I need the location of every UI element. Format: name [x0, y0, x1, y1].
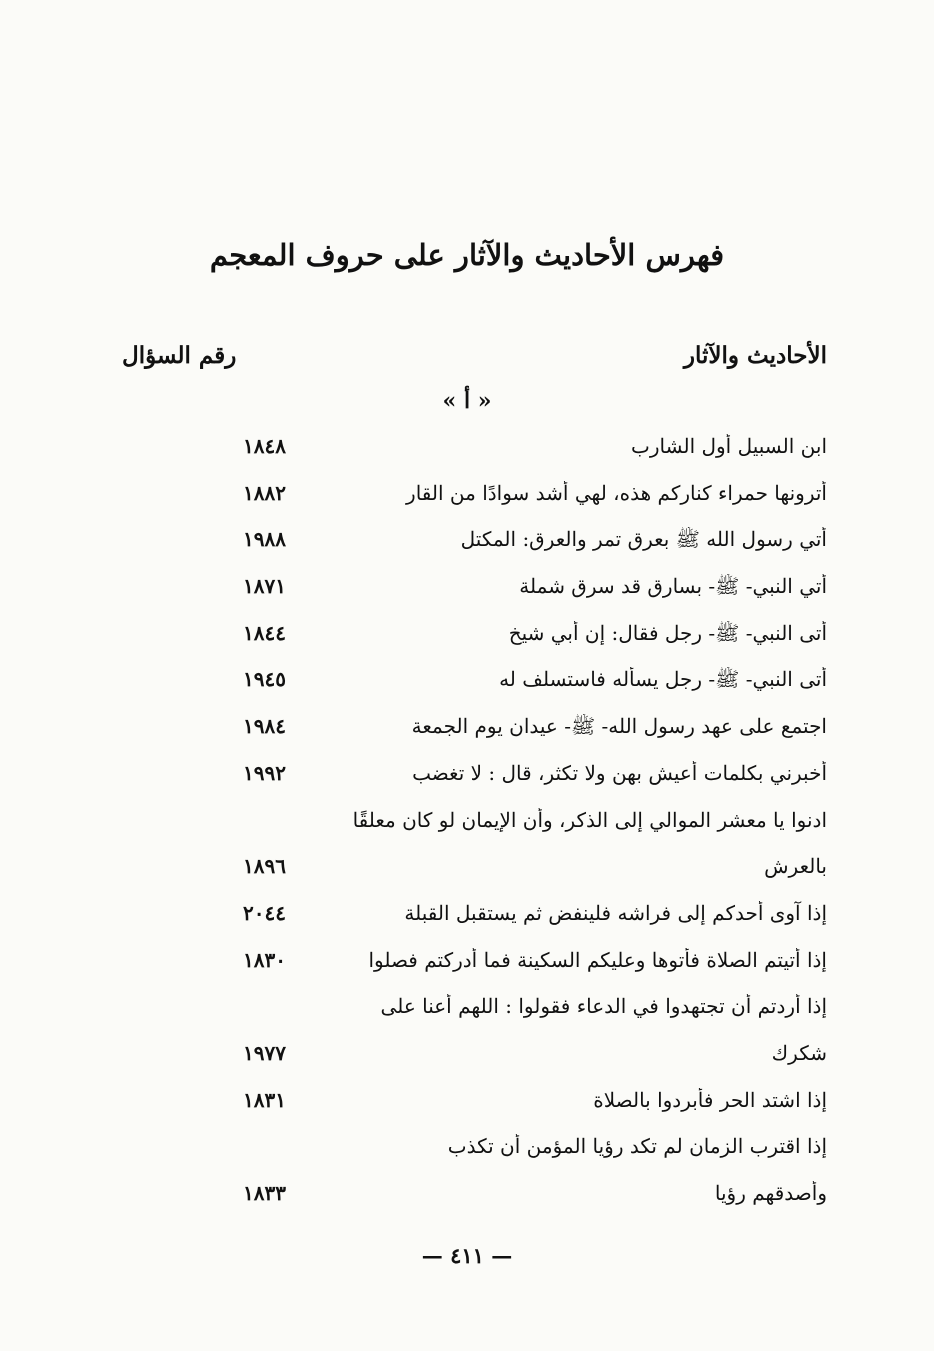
- index-entry: [0, 848, 934, 895]
- entry-number: ١٩٨٤: [243, 714, 286, 739]
- index-entry: [0, 942, 934, 989]
- index-entry: [0, 755, 934, 802]
- index-entry: [0, 1035, 934, 1082]
- entry-number: ١٨٣٣: [243, 1181, 286, 1205]
- entry-number: ١٨٣١: [243, 1087, 286, 1112]
- entry-number: ١٩٨٨: [243, 527, 286, 552]
- entry-text: إذا اقترب الزمان لم تكد رؤيا المؤمن أن تكذب: [447, 1134, 827, 1159]
- entry-number: ١٨٤٤: [243, 620, 286, 645]
- index-entry: [0, 475, 934, 522]
- index-entry: [0, 428, 934, 475]
- entry-text: أتى النبي- ﷺ- رجل يسأله فاستسلف له: [499, 667, 827, 692]
- entry-text: وأصدقهم رؤيا: [714, 1181, 827, 1205]
- entry-text: بالعرش: [764, 854, 827, 879]
- index-entry: [0, 615, 934, 662]
- index-entry: [0, 1128, 934, 1175]
- entry-text: أتي رسول الله ﷺ بعرق تمر والعرق: المكتل: [460, 527, 827, 552]
- entry-text: اجتمع على عهد رسول الله- ﷺ- عيدان يوم الجمعة: [411, 714, 827, 739]
- entry-text: أتي النبي- ﷺ- بسارق قد سرق شملة: [519, 574, 827, 599]
- index-entry: [0, 568, 934, 615]
- entry-number: ١٨٤٨: [243, 434, 286, 458]
- entry-text: أتى النبي- ﷺ- رجل فقال: إن أبي شيخ: [508, 620, 827, 645]
- entry-text: ابن السبيل أول الشارب: [631, 434, 827, 458]
- entry-number: ١٩٧٧: [243, 1040, 286, 1065]
- entry-number: ١٨٣٠: [243, 947, 286, 972]
- entry-number: ١٨٨٢: [243, 480, 286, 505]
- index-entries: [0, 428, 934, 1222]
- column-header-hadith: الأحاديث والآثار: [683, 342, 827, 369]
- page-title: فهرس الأحاديث والآثار على حروف المعجم: [209, 238, 725, 272]
- index-entry: [0, 895, 934, 942]
- entry-text: أترونها حمراء كناركم هذه، لهي أشد سوادًا من القار: [406, 480, 827, 505]
- index-entry: [0, 708, 934, 755]
- entry-text: إذا اشتد الحر فأبردوا بالصلاة: [593, 1087, 827, 1112]
- entry-number: ٢٠٤٤: [243, 900, 286, 925]
- entry-text: ادنوا يا معشر الموالي إلى الذكر، وأن الإيمان لو كان معلقًا: [352, 807, 827, 832]
- entry-text: إذا أردتم أن تجتهدوا في الدعاء فقولوا : اللهم أعنا على: [380, 994, 827, 1019]
- entry-number: ١٩٤٥: [243, 667, 286, 692]
- index-entry: [0, 988, 934, 1035]
- entry-text: شكرك: [771, 1040, 827, 1065]
- entry-text: إذا آوى أحدكم إلى فراشه فلينفض ثم يستقبل القبلة: [404, 900, 827, 925]
- entry-number: ١٨٧١: [243, 574, 286, 599]
- page-number: — ٤١١ —: [421, 1243, 513, 1268]
- index-entry: [0, 802, 934, 849]
- entry-number: ١٩٩٢: [243, 760, 286, 785]
- entry-text: إذا أتيتم الصلاة فأتوها وعليكم السكينة فما أدركتم فصلوا: [368, 947, 827, 972]
- index-entry: [0, 661, 934, 708]
- column-header-question-number: رقم السؤال: [122, 342, 237, 369]
- index-entry: [0, 1082, 934, 1129]
- entry-number: ١٨٩٦: [243, 854, 286, 879]
- index-entry: [0, 1175, 934, 1222]
- entry-text: أخبرني بكلمات أعيش بهن ولا تكثر، قال : لا تغضب: [412, 760, 827, 785]
- index-entry: [0, 521, 934, 568]
- section-letter: « أ »: [442, 388, 492, 414]
